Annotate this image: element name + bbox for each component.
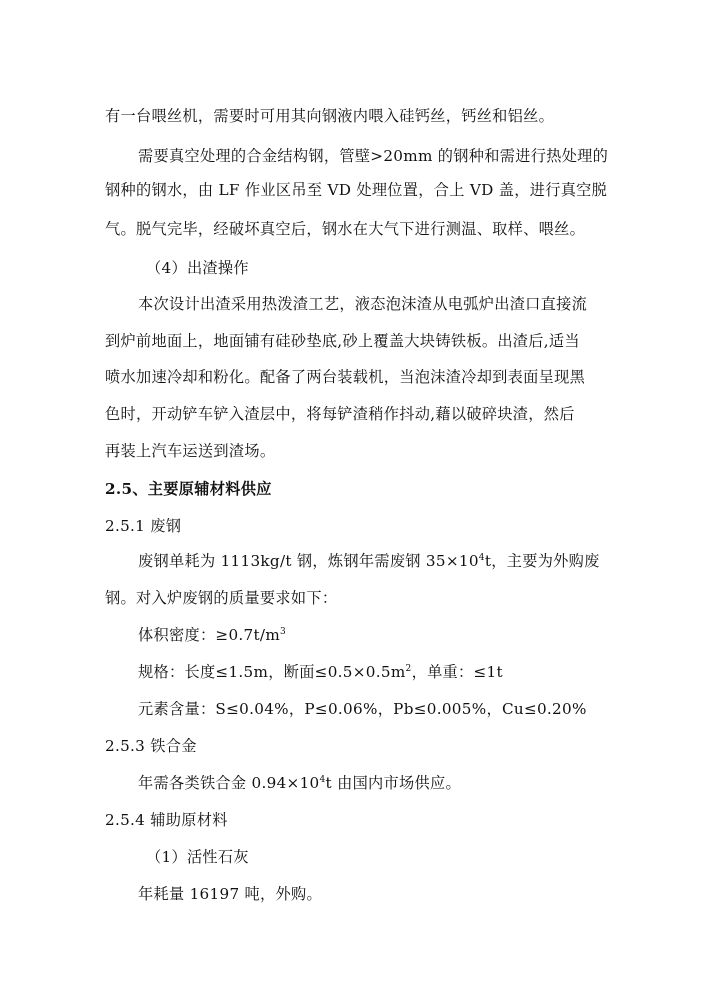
- line-text: 气。脱气完毕，经破坏真空后，钢水在大气下进行测温、取样、喂丝。: [105, 220, 586, 238]
- line-text: 本次设计出渣采用热泼渣工艺，液态泡沫渣从电弧炉出渣口直接流: [138, 295, 588, 313]
- paragraph-line: [105, 331, 703, 351]
- spec-line: [138, 625, 703, 645]
- subsection-heading: [146, 258, 703, 278]
- line-text: 元素含量：S≤0.04%，P≤0.06%，Pb≤0.005%，Cu≤0.20%: [138, 700, 587, 718]
- line-text: 色时，开动铲车铲入渣层中，将每铲渣稍作抖动,藉以破碎块渣，然后: [105, 405, 575, 423]
- paragraph-line: [138, 551, 703, 571]
- line-text: 规格：长度≤1.5m，断面≤0.5×0.5m: [138, 663, 406, 681]
- heading-text: 2.5.4 辅助原材料: [105, 811, 228, 829]
- superscript: 4: [478, 553, 485, 563]
- line-text: 钢种的钢水，由 LF 作业区吊至 VD 处理位置，合上 VD 盖，进行真空脱: [105, 181, 608, 199]
- paragraph-line: [105, 367, 703, 387]
- heading-text: 2.5.1 废钢: [105, 517, 182, 535]
- line-text: t 由国内市场供应。: [325, 774, 461, 792]
- line-text: 喷水加速冷却和粉化。配备了两台装载机，当泡沫渣冷却到表面呈现黑: [105, 368, 586, 386]
- line-text: 到炉前地面上，地面铺有硅砂垫底,砂上覆盖大块铸铁板。出渣后,适当: [105, 332, 580, 350]
- paragraph-line: [138, 884, 703, 904]
- section-heading: [105, 479, 703, 499]
- paragraph-line: [105, 404, 703, 424]
- spec-line: [138, 662, 703, 682]
- line-text: 废钢单耗为 1113kg/t 钢，炼钢年需废钢 35×10: [138, 552, 479, 570]
- heading-text: 2.5.3 铁合金: [105, 737, 197, 755]
- paragraph-line: [105, 441, 703, 461]
- line-text: 年耗量 16197 吨，外购。: [138, 885, 322, 903]
- paragraph-line: [105, 588, 703, 608]
- line-text: 体积密度：≥0.7t/m: [138, 626, 281, 644]
- line-text: 年需各类铁合金 0.94×10: [138, 774, 320, 792]
- heading-text: 2.5、主要原辅材料供应: [105, 480, 272, 498]
- subsection-heading: [146, 847, 703, 867]
- line-text: ，单重：≤1t: [411, 663, 503, 681]
- superscript: 3: [280, 627, 287, 637]
- subsection-heading: [105, 810, 703, 830]
- paragraph-line: [138, 294, 703, 314]
- subsection-heading: [105, 516, 703, 536]
- superscript: 2: [405, 664, 412, 674]
- heading-text: （4）出渣操作: [146, 259, 249, 277]
- line-text: 钢。对入炉废钢的质量要求如下：: [105, 589, 338, 607]
- line-text: 需要真空处理的合金结构钢，管壁>20mm 的钢种和需进行热处理的: [138, 147, 609, 165]
- line-text: 有一台喂丝机，需要时可用其向钢液内喂入硅钙丝，钙丝和铝丝。: [105, 107, 555, 125]
- paragraph-line: [138, 773, 703, 793]
- spec-line: [138, 699, 703, 719]
- line-text: t，主要为外购废: [484, 552, 600, 570]
- paragraph-line: [105, 106, 703, 126]
- superscript: 4: [319, 775, 326, 785]
- paragraph-line: [105, 219, 703, 239]
- line-text: 再装上汽车运送到渣场。: [105, 442, 276, 460]
- heading-text: （1）活性石灰: [146, 848, 249, 866]
- subsection-heading: [105, 736, 703, 756]
- paragraph-line: [138, 146, 703, 166]
- paragraph-line: [105, 180, 703, 200]
